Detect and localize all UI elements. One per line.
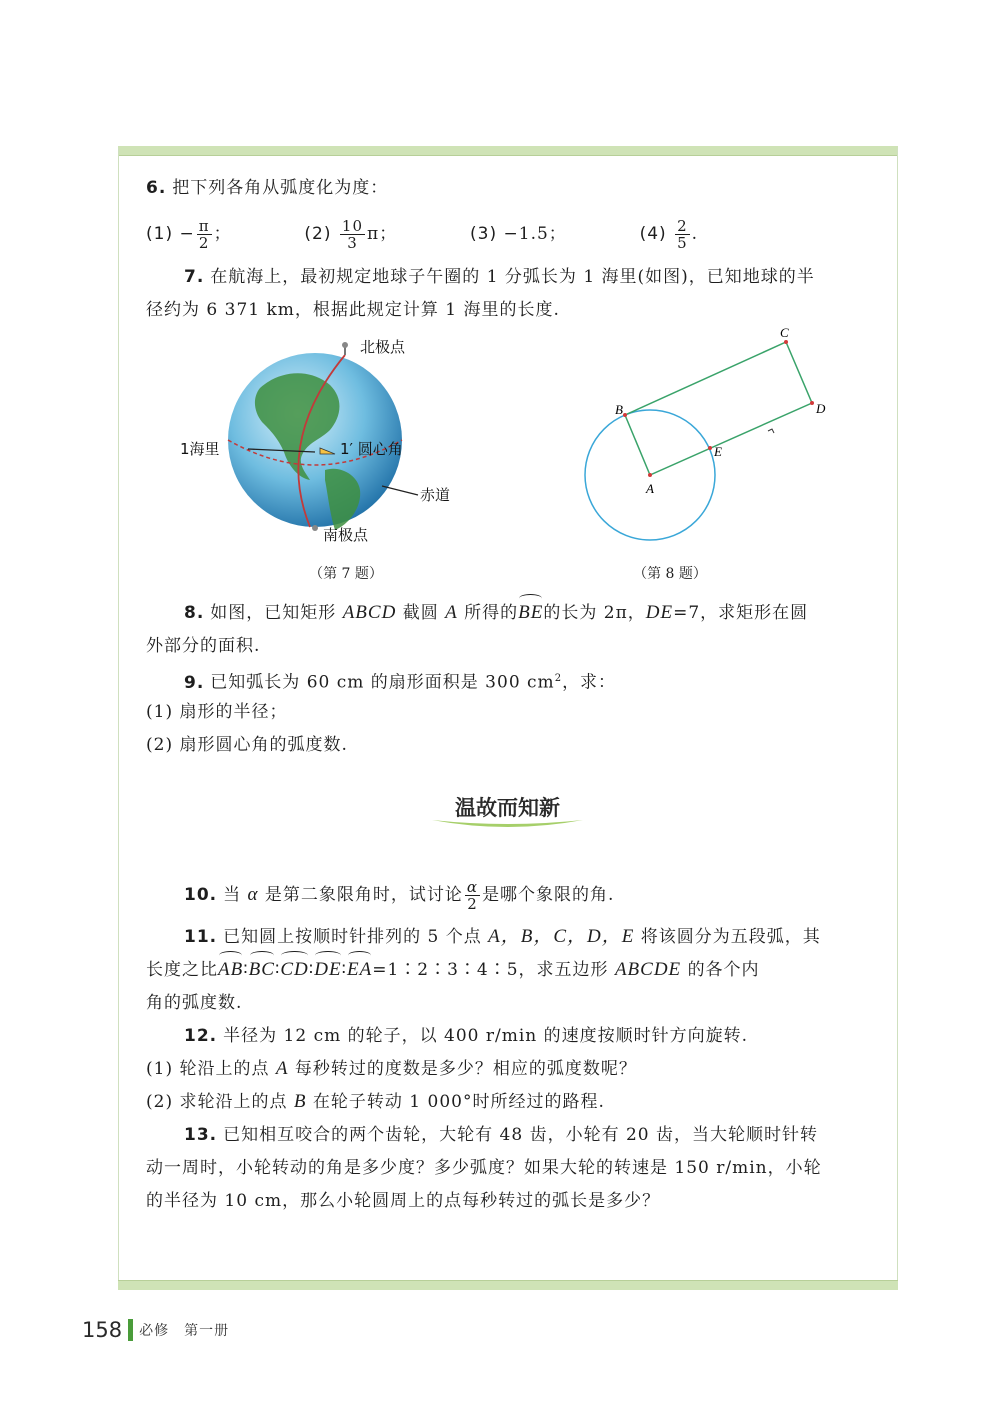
sign: − <box>179 224 195 244</box>
north-pole-label: 北极点 <box>360 338 406 356</box>
problem-number: 11. <box>184 927 218 947</box>
item-value: −1.5； <box>503 224 567 244</box>
problem-11-line2: 长度之比AB∶BC∶CD∶DE∶EA=1∶2∶3∶4∶5，求五边形 ABCDE 的各个内 <box>146 955 876 985</box>
south-pole-label: 南极点 <box>323 526 369 544</box>
problem-7 <box>146 262 876 292</box>
label-a: A <box>646 481 654 496</box>
text: 截圆 <box>402 603 439 623</box>
math: ABCD <box>342 602 397 623</box>
numerator: 2 <box>677 217 688 235</box>
problem-8 <box>146 598 876 628</box>
item-label: (4) <box>639 224 667 244</box>
problem-13-line3: 的半径为 10 cm，那么小轮圆周上的点每秒转过的弧长是多少？ <box>146 1191 661 1211</box>
problem-text: 把下列各角从弧度化为度： <box>172 178 389 198</box>
problem-11-line3: 角的弧度数. <box>146 993 243 1013</box>
denominator: 3 <box>347 234 358 252</box>
math: α <box>247 884 259 905</box>
text: =1∶2∶3∶4∶5，求五边形 <box>372 960 609 980</box>
text: 已知弧长为 60 cm 的扇形面积是 300 cm <box>210 672 555 693</box>
problem-number: 8. <box>184 603 205 623</box>
arc-de: DE <box>314 955 341 985</box>
problem-text: 在航海上，最初规定地球子午圈的 1 分弧长为 1 海里(如图)，已知地球的半 <box>210 267 815 287</box>
text: 在轮子转动 1 000°时所经过的路程. <box>312 1092 605 1112</box>
problem-number: 13. <box>184 1125 218 1145</box>
book-name: 必修 第一册 <box>139 1323 230 1339</box>
text: 半径为 12 cm 的轮子，以 400 r/min 的速度按顺时针方向旋转. <box>223 1026 749 1046</box>
text: 每秒转过的度数是多少？相应的弧度数呢？ <box>294 1059 637 1079</box>
math: A，B，C，D，E <box>488 926 635 947</box>
arc-ab: AB <box>218 955 243 985</box>
problem-number: 9. <box>184 672 205 693</box>
problem-13-line2: 动一周时，小轮转动的角是多少度？多少弧度？如果大轮的转速是 150 r/min，小轮 <box>146 1158 822 1178</box>
problem-number: 6. <box>146 178 167 198</box>
label-b: B <box>615 402 623 417</box>
rectangle-circle-figure <box>580 325 840 550</box>
north-pole-marker <box>342 342 348 348</box>
text: =7，求矩形在圆 <box>673 603 809 623</box>
text: 是哪个象限的角. <box>482 885 615 905</box>
arc-cd: CD <box>280 955 308 985</box>
problem-12-sub1 <box>146 1054 876 1084</box>
text: ，求： <box>562 672 617 693</box>
central-angle-label: 1′ 圆心角 <box>340 440 403 458</box>
text: 长度之比 <box>146 960 218 980</box>
nautical-mile-label: 1海里 <box>180 440 220 458</box>
text: 已知相互咬合的两个齿轮，大轮有 48 齿，小轮有 20 齿，当大轮顺时针转 <box>223 1125 819 1145</box>
text: 是第二象限角时，试讨论 <box>264 885 463 905</box>
math: ABCDE <box>614 959 682 980</box>
footer-bar <box>128 1319 133 1341</box>
text: 所得的 <box>464 603 519 623</box>
problem-12 <box>146 1021 876 1051</box>
math: A <box>445 602 458 623</box>
equator-label: 赤道 <box>420 486 451 504</box>
suffix: π； <box>367 224 398 244</box>
text: 当 <box>223 885 242 905</box>
math: A <box>275 1058 289 1079</box>
page-footer <box>82 1318 229 1346</box>
problem-12-sub2 <box>146 1087 876 1117</box>
text: 如图，已知矩形 <box>210 603 337 623</box>
problem-number: 10. <box>184 885 218 905</box>
fraction <box>465 879 480 912</box>
south-pole-marker <box>312 525 318 531</box>
label-d: D <box>816 401 826 416</box>
item-label: (3) <box>470 224 498 244</box>
denominator: 2 <box>467 895 478 913</box>
text: (1) 轮沿上的点 <box>146 1059 270 1079</box>
page-number: 158 <box>82 1318 123 1342</box>
figure-8-caption: （第 8 题） <box>633 566 707 582</box>
fraction <box>675 218 690 251</box>
fraction <box>340 218 365 251</box>
section-title <box>430 790 585 830</box>
denominator: 2 <box>198 234 210 252</box>
fraction <box>197 218 212 251</box>
section-title-text: 温故而知新 <box>455 796 560 820</box>
label-e: E <box>714 444 722 459</box>
arc-ea: EA <box>347 955 372 985</box>
figure-7-caption: （第 7 题） <box>309 566 383 582</box>
right-angle-mark <box>768 429 774 433</box>
text: 将该圆分为五段弧，其 <box>640 927 821 947</box>
problem-6-items <box>146 214 876 254</box>
problem-7-line2: 径约为 6 371 km，根据此规定计算 1 海里的长度. <box>146 300 560 320</box>
problem-8-line2: 外部分的面积. <box>146 636 261 656</box>
math: B <box>293 1091 307 1112</box>
text: 的长为 2π， <box>543 603 646 623</box>
numerator: α <box>466 878 479 896</box>
bottom-band <box>118 1280 898 1290</box>
item-label: (2) <box>304 224 332 244</box>
problem-13 <box>146 1120 876 1150</box>
numerator: π <box>198 217 210 235</box>
problem-9 <box>146 664 876 698</box>
suffix: . <box>691 224 699 244</box>
label-c: C <box>780 325 789 340</box>
problem-number: 7. <box>184 267 205 287</box>
text: 已知圆上按顺时针排列的 5 个点 <box>223 927 482 947</box>
denominator: 5 <box>677 234 688 252</box>
superscript: 2 <box>554 673 563 684</box>
problem-number: 12. <box>184 1026 218 1046</box>
problem-6 <box>146 173 876 203</box>
problem-10 <box>146 875 876 915</box>
numerator: 10 <box>341 217 364 235</box>
math: DE <box>645 602 674 623</box>
suffix: ； <box>213 224 232 244</box>
problem-9-sub2: (2) 扇形圆心角的弧度数. <box>146 735 348 755</box>
globe-figure <box>180 330 480 555</box>
arc-bc: BC <box>249 955 275 985</box>
arc-be: BE <box>518 598 543 628</box>
problem-9-sub1: (1) 扇形的半径； <box>146 702 288 722</box>
item-label: (1) <box>146 224 174 244</box>
text: (2) 求轮沿上的点 <box>146 1092 288 1112</box>
problem-11 <box>146 922 876 952</box>
text: 的各个内 <box>687 960 760 980</box>
